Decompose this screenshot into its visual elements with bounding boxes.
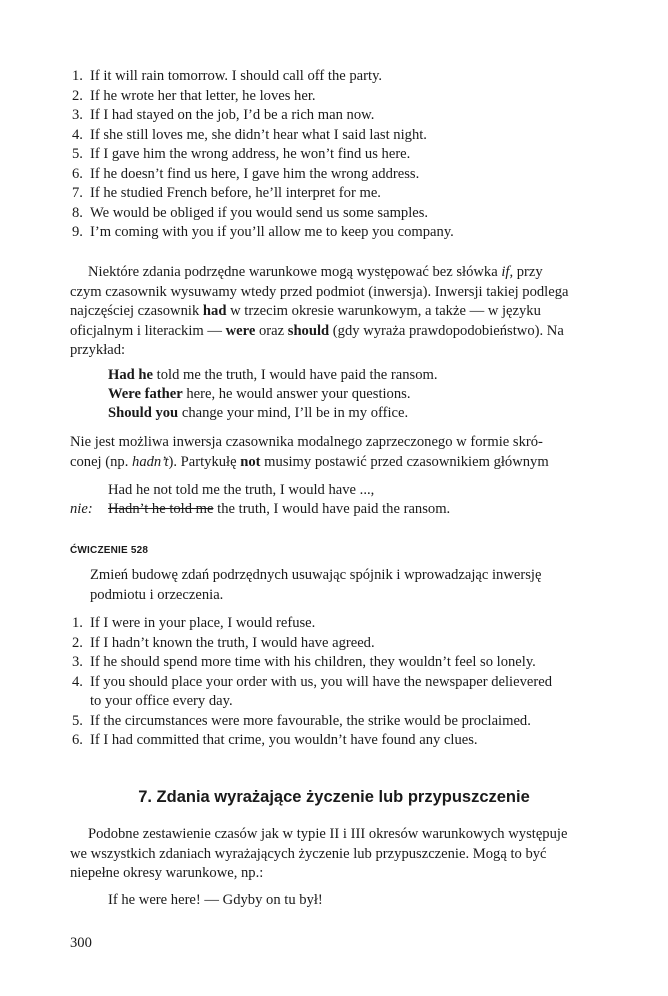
list-item: 1. If it will rain tomorrow. I should call off the party. bbox=[72, 68, 383, 84]
inversion-paragraph: Niektóre zdania podrzędne warunkowe mogą występować bez słówka if, przy czym czasownik wysuwamy wtedy przed podmiot (inwersja). Inwersji takiej podlega najczęściej czasownik had w trzecim okresie warunkowym, a także — w języku oficjalnym i literackim — were oraz should (gdy wyraża prawdopodobieństwo). Na przykład: bbox=[70, 264, 569, 359]
nie-label: nie: bbox=[70, 501, 93, 517]
list-item: 5. If the circumstances were more favourable, the strike would be proclaimed. bbox=[72, 713, 531, 729]
list-item: 6. If he doesn’t find us here, I gave him the wrong address. bbox=[72, 166, 420, 182]
page-number: 300 bbox=[70, 935, 92, 951]
section-paragraph: Podobne zestawienie czasów jak w typie II i III okresów warunkowych występuje we wszystkich zdaniach wyrażających życzenie lub przypuszczenie. Mogą to być niepełne okresy warunkowe, np.: bbox=[70, 826, 568, 882]
list-item: 1. If I were in your place, I would refuse. bbox=[72, 615, 316, 631]
section-heading: 7. Zdania wyrażające życzenie lub przypuszczenie bbox=[138, 788, 530, 806]
list-item-continuation: to your office every day. bbox=[90, 693, 233, 709]
exercise-title: ĆWICZENIE 528 bbox=[70, 545, 149, 556]
list-item: 8. We would be obliged if you would send us some samples. bbox=[72, 205, 429, 221]
list-item: 2. If he wrote her that letter, he loves her. bbox=[72, 88, 316, 104]
example-sentence: Should you change your mind, I’ll be in my office. bbox=[108, 405, 409, 421]
example-sentence: Had he told me the truth, I would have paid the ransom. bbox=[108, 367, 438, 383]
list-item: 2. If I hadn’t known the truth, I would have agreed. bbox=[72, 635, 375, 651]
list-item: 4. If you should place your order with us, you will have the newspaper delievered bbox=[72, 674, 552, 690]
list-item: 3. If he should spend more time with his children, they wouldn’t feel so lonely. bbox=[72, 654, 536, 670]
list-item: 4. If she still loves me, she didn’t hear what I said last night. bbox=[72, 127, 427, 143]
wish-example: If he were here! — Gdyby on tu był! bbox=[108, 892, 323, 908]
correct-example: Had he not told me the truth, I would have ..., bbox=[108, 482, 375, 498]
list-item: 9. I’m coming with you if you’ll allow me to keep you company. bbox=[72, 224, 454, 240]
list-item: 5. If I gave him the wrong address, he won’t find us here. bbox=[72, 146, 411, 162]
exercise-instruction: Zmień budowę zdań podrzędnych usuwając spójnik i wprowadzając inwersję podmiotu i orzeczenia. bbox=[90, 567, 542, 603]
list-item: 3. If I had stayed on the job, I’d be a rich man now. bbox=[72, 107, 375, 123]
incorrect-example: Hadn’t he told me the truth, I would have paid the ransom. bbox=[108, 501, 451, 517]
example-sentence: Were father here, he would answer your questions. bbox=[108, 386, 411, 402]
list-item: 7. If he studied French before, he’ll interpret for me. bbox=[72, 185, 381, 201]
list-item: 6. If I had committed that crime, you wouldn’t have found any clues. bbox=[72, 732, 478, 748]
negation-paragraph: Nie jest możliwa inwersja czasownika modalnego zaprzeczonego w formie skró- conej (np. hadn’t). Partykułę not musimy postawić przed czasownikiem głównym bbox=[70, 434, 549, 470]
